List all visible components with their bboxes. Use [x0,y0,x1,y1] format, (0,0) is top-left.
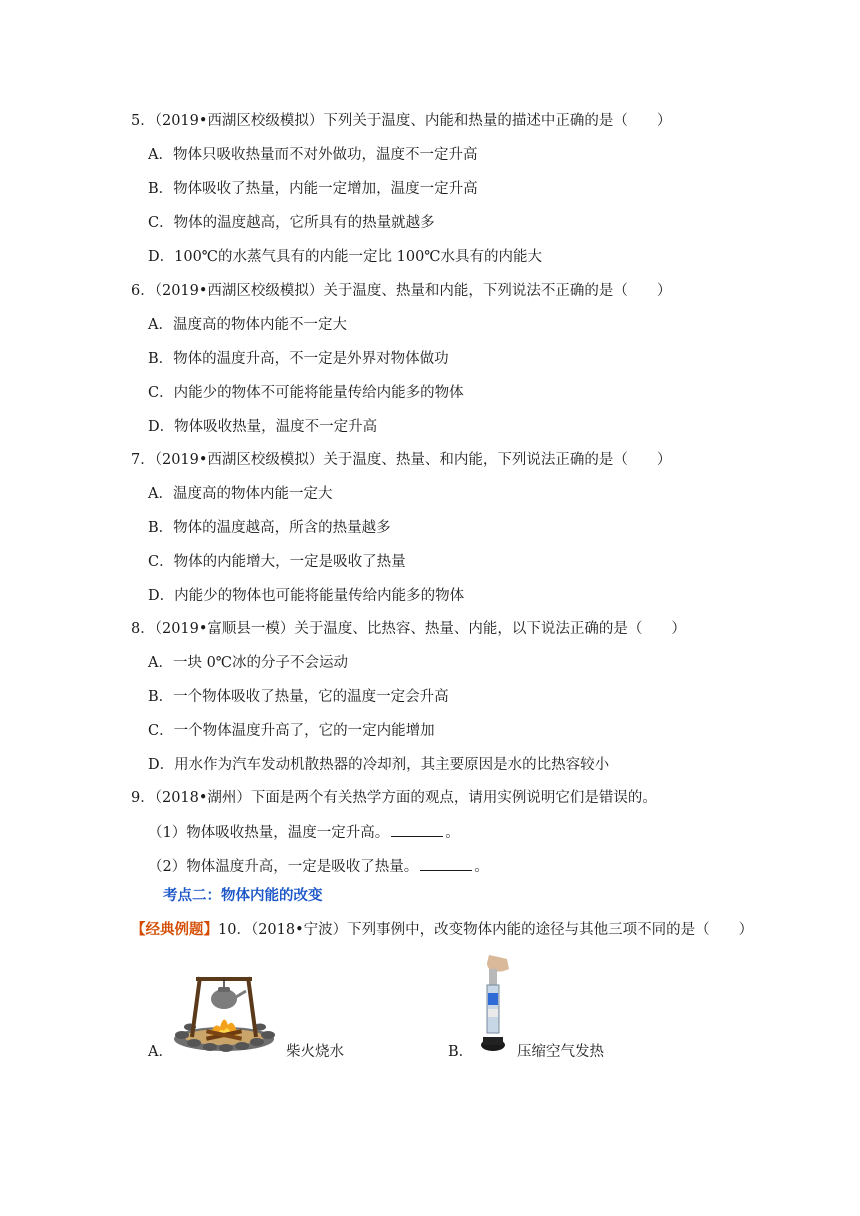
question-7-option-c: C．物体的内能增大，一定是吸收了热量 [148,554,406,570]
question-5-option-a: A．物体只吸收热量而不对外做功，温度不一定升高 [148,147,478,163]
option-a-label: A． [148,1044,173,1060]
question-7-option-d: D．内能少的物体也可能将能量传给内能多的物体 [148,588,465,604]
question-8-option-a: A．一块 0℃冰的分子不会运动 [148,655,349,671]
question-10-stem-line [131,920,753,940]
question-6-option-c: C．内能少的物体不可能将能量传给内能多的物体 [148,385,464,401]
option-b-caption: 压缩空气发热 [517,1044,604,1060]
option-a-caption: 柴火烧水 [286,1044,344,1060]
section-title: 考点二：物体内能的改变 [163,888,323,904]
question-5-option-b: B．物体吸收了热量，内能一定增加，温度一定升高 [148,181,478,197]
question-7-option-a: A．温度高的物体内能一定大 [148,486,333,502]
question-8-option-b: B．一个物体吸收了热量，它的温度一定会升高 [148,689,449,705]
question-8-option-d: D．用水作为汽车发动机散热器的冷却剂，其主要原因是水的比热容较小 [148,757,610,773]
question-6-option-b: B．物体的温度升高，不一定是外界对物体做功 [148,351,449,367]
question-9-sub-1-text: （1）物体吸收热量，温度一定升高。 [148,825,390,841]
question-8-stem: 8．（2019•富顺县一模）关于温度、比热容、热量、内能，以下说法正确的是（ ） [131,621,686,637]
question-9-stem: 9．（2018•湖州）下面是两个有关热学方面的观点，请用实例说明它们是错误的。 [131,790,657,806]
question-9-sub-2-text: （2）物体温度升高，一定是吸收了热量。 [148,859,419,875]
question-7-option-b: B．物体的温度越高，所含的热量越多 [148,520,391,536]
answer-blank-2[interactable] [420,856,472,871]
classic-example-tag: 【经典例题】 [131,922,218,938]
question-8-option-c: C．一个物体温度升高了，它的一定内能增加 [148,723,435,739]
question-7-stem: 7．（2019•西湖区校级模拟）关于温度、热量、和内能，下列说法正确的是（ ） [131,452,672,468]
question-9-sub-2-end: 。 [474,859,489,875]
answer-blank-1[interactable] [391,822,443,837]
question-5-option-c: C．物体的温度越高，它所具有的热量就越多 [148,215,435,231]
question-10-stem: 10．（2018•宁波）下列事例中，改变物体内能的途径与其他三项不同的是（ ） [218,922,754,938]
question-9-sub-2 [148,856,489,877]
question-5-option-d: D．100℃的水蒸气具有的内能一定比 100℃水具有的内能大 [148,249,543,265]
question-6-option-a: A．温度高的物体内能不一定大 [148,317,347,333]
question-9-sub-1-end: 。 [445,825,460,841]
air-compression-syringe-image [475,955,511,1055]
question-5-stem: 5．（2019•西湖区校级模拟）下列关于温度、内能和热量的描述中正确的是（ ） [131,113,672,129]
question-6-stem: 6．（2019•西湖区校级模拟）关于温度、热量和内能，下列说法不正确的是（ ） [131,283,672,299]
campfire-kettle-image [170,965,278,1053]
question-6-option-d: D．物体吸收热量，温度不一定升高 [148,419,378,435]
option-b-label: B． [448,1044,474,1060]
question-9-sub-1 [148,822,460,843]
